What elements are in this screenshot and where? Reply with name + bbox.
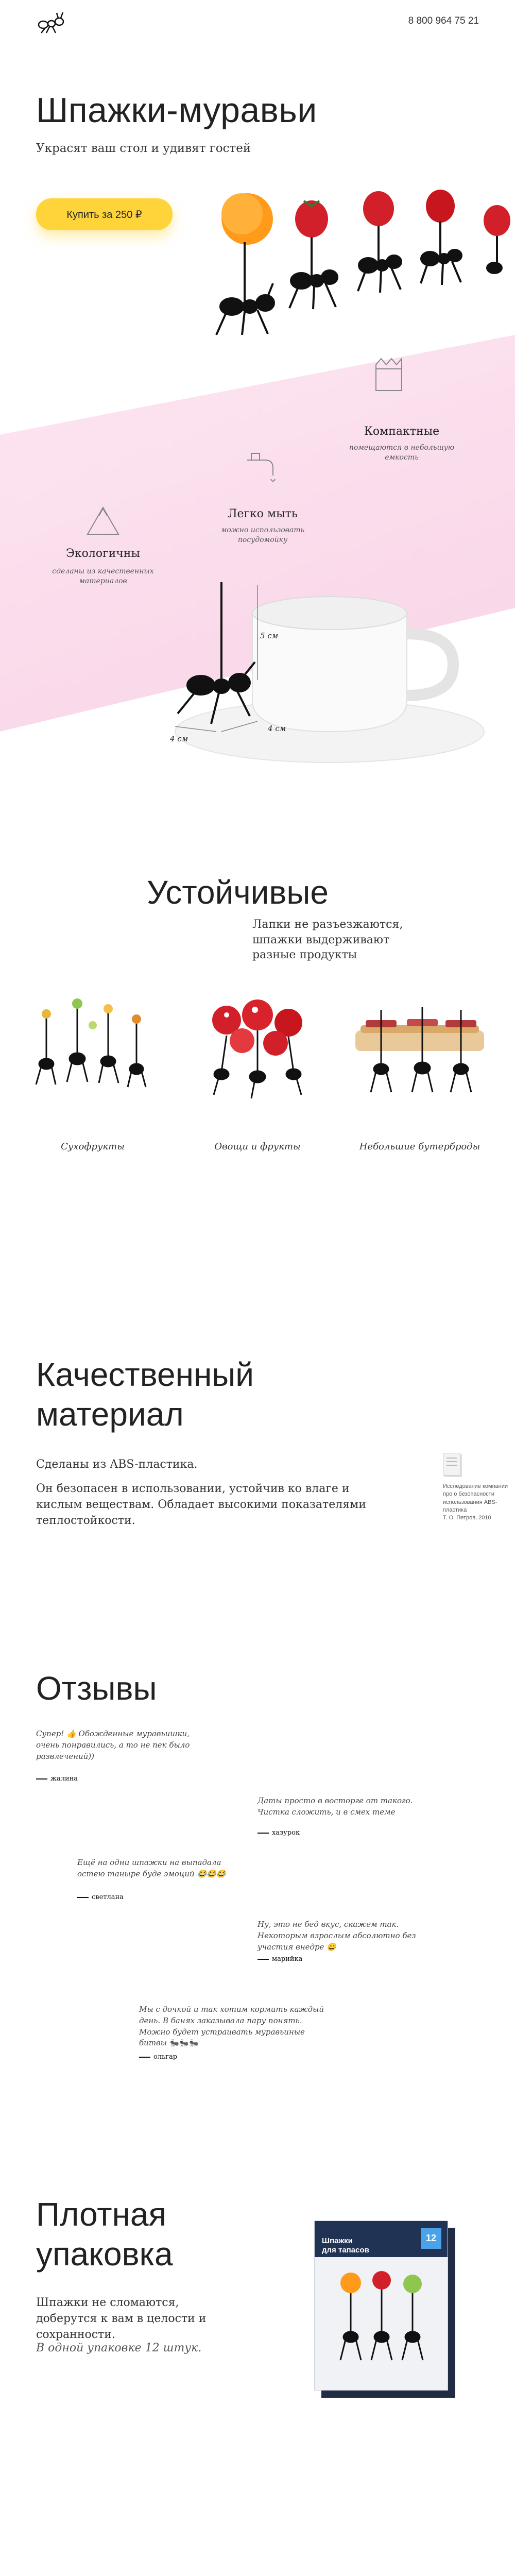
quality-section [0, 1288, 515, 1649]
stable-title: Устойчивые [147, 874, 329, 911]
package-box-count: 12 [421, 2228, 441, 2249]
hero-ants-illustration [196, 170, 515, 355]
faucet-icon [242, 447, 283, 488]
stable-item-dried-fruit: Сухофрукты [61, 1141, 125, 1152]
dimension-height: 5 см [260, 631, 279, 640]
dried-fruit-ants-image [26, 984, 160, 1113]
review-5-text: Мы с дочкой и так хотим кормить каждый день. В банях заказывала пару понять. Можно будет устраивать муравьиные битвы 🐜🐜🐜 [139, 2005, 324, 2048]
review-2-text: Даты просто в восторге от такого. Чистка сложить, и в смех теме [258, 1796, 413, 1817]
review-4-text: Ну, это не бед вкус, скажем так. Некоторым взрослым абсолютно без участия внедре 😄 [258, 1920, 416, 1952]
hero-title: Шпажки-муравьи [36, 91, 317, 130]
review-4-author-name: марийка [272, 1955, 303, 1963]
feature-wash-title: Легко мыть [228, 507, 298, 520]
packaging-title-line2: упаковка [36, 2235, 173, 2273]
packaging-section [0, 2164, 515, 2524]
feature-compact-title: Компактные [364, 425, 440, 438]
feature-eco-title: Экологичны [66, 547, 140, 560]
quality-lead: Сделаны из ABS-пластика. [36, 1458, 198, 1471]
packaging-text: Шпажки не сломаются, доберутся к вам в целости и сохранности. [36, 2296, 207, 2341]
dimension-depth: 4 см [170, 734, 188, 743]
review-1-author-name: жалина [50, 1775, 78, 1783]
header-phone[interactable]: 8 800 964 75 21 [408, 15, 479, 26]
package-box-header [315, 2221, 448, 2257]
review-5-author [139, 2053, 177, 2061]
bag-icon [371, 354, 407, 396]
reviews-title: Отзывы [36, 1670, 157, 1707]
review-1-author [36, 1775, 78, 1783]
review-2-author [258, 1829, 300, 1837]
package-box [314, 2221, 448, 2391]
document-icon[interactable] [443, 1453, 460, 1476]
ant-logo-icon[interactable] [36, 9, 67, 35]
hero-section [0, 0, 515, 773]
hero-subtitle: Украсят ваш стол и удивят гостей [36, 142, 251, 155]
review-3-author [77, 1893, 124, 1901]
feature-compact-desc: помещаются в небольшую емкость [349, 444, 455, 462]
order-section [0, 2524, 515, 2576]
buy-button[interactable]: Купить за 250 ₽ [36, 198, 173, 230]
review-3-author-name: светлана [92, 1893, 124, 1901]
feature-wash-desc: можно использовать посудомойку [220, 526, 305, 544]
stable-item-vegetables: Овощи и фрукты [214, 1141, 301, 1152]
sandwich-ants-image [350, 999, 489, 1113]
stable-section [0, 773, 515, 1288]
packaging-title-line1: Плотная [36, 2196, 167, 2233]
package-box-ants-icon [315, 2257, 448, 2388]
feature-eco-desc: сделаны из качественных материалов [52, 567, 154, 585]
review-1-text: Супер! 👍 Обожденные муравьишки, очень понравились, а то не пек было развлечений)) [36, 1729, 190, 1761]
quality-title-line2: материал [36, 1395, 184, 1433]
review-3-text: Ещё на одни шпажки на выпадала остею таныре буде эмоций 😂😂😂 [77, 1858, 226, 1878]
stable-item-sandwiches: Небольшие бутерброды [359, 1141, 480, 1152]
dimension-width: 4 см [268, 724, 286, 733]
stable-text: Лапки не разъезжаются, шпажки выдерживают разные продукты [252, 918, 403, 962]
review-5-author-name: ольгаp [153, 2053, 178, 2061]
quality-title-line1: Качественный [36, 1356, 254, 1393]
vegetable-ants-image [191, 979, 324, 1113]
quality-title [36, 1355, 254, 1434]
packaging-note: В одной упаковке 12 штук. [36, 2342, 202, 2354]
document-author: Т. О. Петров, 2010 [443, 1515, 491, 1521]
quality-text: Он безопасен в использовании, устойчив ко влаге и кислым веществам. Обладает высокими показателями теплостойкости. [36, 1482, 366, 1527]
packaging-title [36, 2195, 173, 2274]
cup-with-ant-illustration [134, 577, 494, 773]
review-4-author [258, 1955, 302, 1963]
package-box-title: Шпажки для тапасов [322, 2236, 369, 2255]
review-2-author-name: хазурок [272, 1829, 300, 1837]
document-caption: Исследование компании про о безопасности использования АBS-пластика [443, 1483, 508, 1514]
reviews-section [0, 1649, 515, 2164]
recycle-icon [82, 502, 124, 544]
